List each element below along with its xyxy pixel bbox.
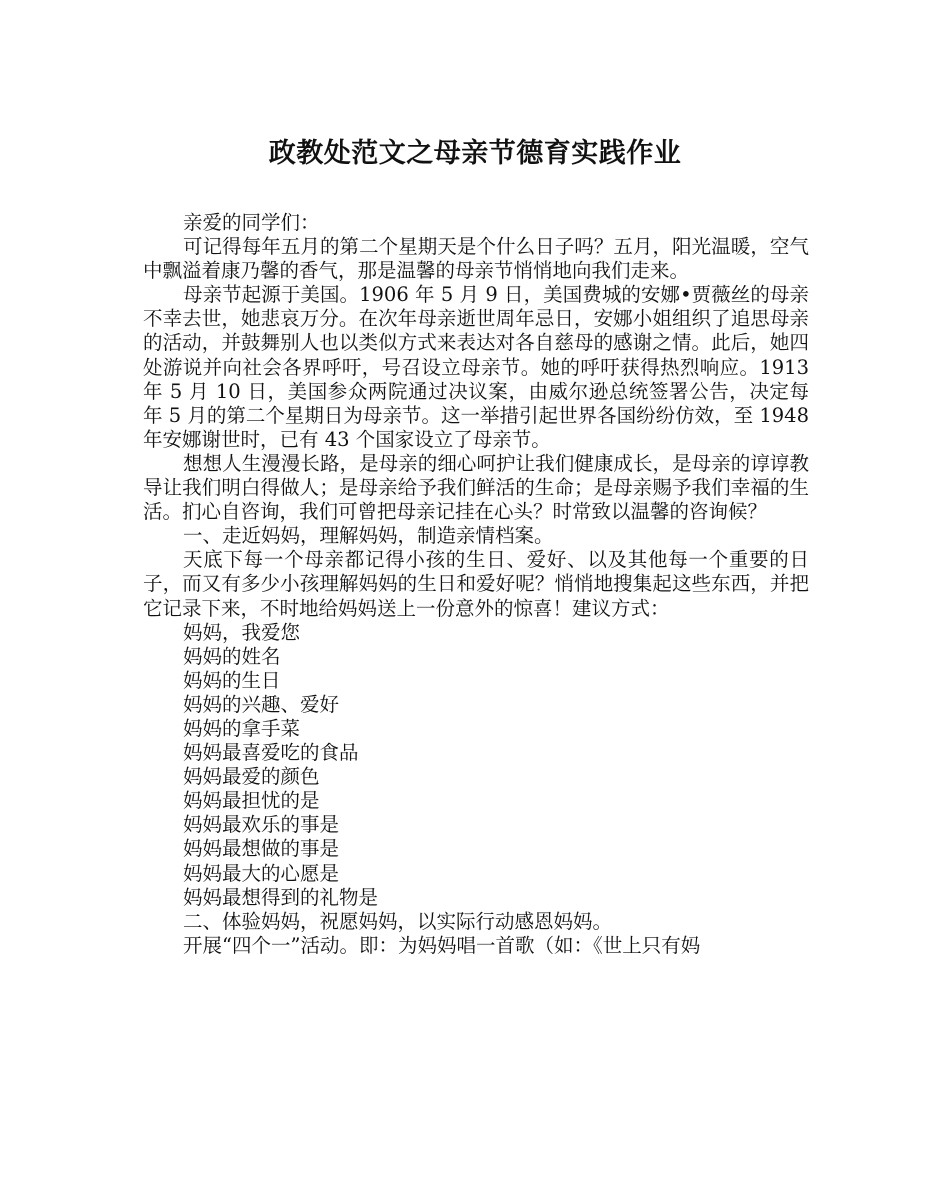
list-item: 妈妈最担忧的是 xyxy=(183,789,320,813)
paragraph-origin: 母亲节起源于美国。1906 年 5 月 9 日，美国费城的安娜•贾薇丝的母亲不幸去世，她悲哀万分。在次年母亲逝世周年忌日，安娜小姐组织了追思母亲的活动，并鼓舞别人也以类似方式来表达对各自慈母的感谢之情。此后，她四处游说并向社会各界呼吁，号召设立母亲节。她的呼吁获得热烈响应。1913 年 5 月 10 日，美国参众两院通过决议案，由威尔逊总统签署公告，决定每年 5 月的第二个星期日为母亲节。这一举措引起世界各国纷纷仿效，至 1948 年安娜谢世时，已有 43 个国家设立了母亲节。 xyxy=(143,283,809,451)
document-title: 政教处范文之母亲节德育实践作业 xyxy=(268,138,682,169)
section-heading-two: 二、体验妈妈，祝愿妈妈，以实际行动感恩妈妈。 xyxy=(183,909,613,933)
paragraph-archive: 天底下每一个母亲都记得小孩的生日、爱好、以及其他每一个重要的日子，而又有多少小孩理解妈妈的生日和爱好呢？悄悄地搜集起这些东西，并把它记录下来，不时地给妈妈送上一份意外的惊喜！建议方式： xyxy=(143,548,809,620)
list-item: 妈妈，我爱您 xyxy=(183,620,301,644)
list-item: 妈妈的生日 xyxy=(183,668,281,692)
list-item: 妈妈最爱的颜色 xyxy=(183,765,320,789)
paragraph-activities: 开展“四个一”活动。即：为妈妈唱一首歌（如：《世上只有妈 xyxy=(183,933,701,957)
list-item: 妈妈的姓名 xyxy=(183,644,281,668)
list-item: 妈妈最想得到的礼物是 xyxy=(183,885,379,909)
paragraph-intro: 可记得每年五月的第二个星期天是个什么日子吗？五月，阳光温暖，空气中飘溢着康乃馨的香气，那是温馨的母亲节悄悄地向我们走来。 xyxy=(143,235,809,283)
section-heading-one: 一、走近妈妈，理解妈妈，制造亲情档案。 xyxy=(183,524,554,548)
list-item: 妈妈最欢乐的事是 xyxy=(183,813,340,837)
list-item: 妈妈最喜爱吃的食品 xyxy=(183,741,359,765)
salutation: 亲爱的同学们： xyxy=(183,211,320,234)
paragraph-reflection: 想想人生漫漫长路，是母亲的细心呵护让我们健康成长，是母亲的谆谆教导让我们明白得做人；是母亲给予我们鲜活的生命；是母亲赐予我们幸福的生活。扪心自咨询，我们可曾把母亲记挂在心头？时常致以温馨的咨询候？ xyxy=(143,451,809,524)
list-item: 妈妈最想做的事是 xyxy=(183,837,340,861)
list-item: 妈妈的拿手菜 xyxy=(183,716,301,740)
document-body xyxy=(143,211,809,958)
list-item: 妈妈最大的心愿是 xyxy=(183,861,340,885)
list-item: 妈妈的兴趣、爱好 xyxy=(183,692,340,716)
